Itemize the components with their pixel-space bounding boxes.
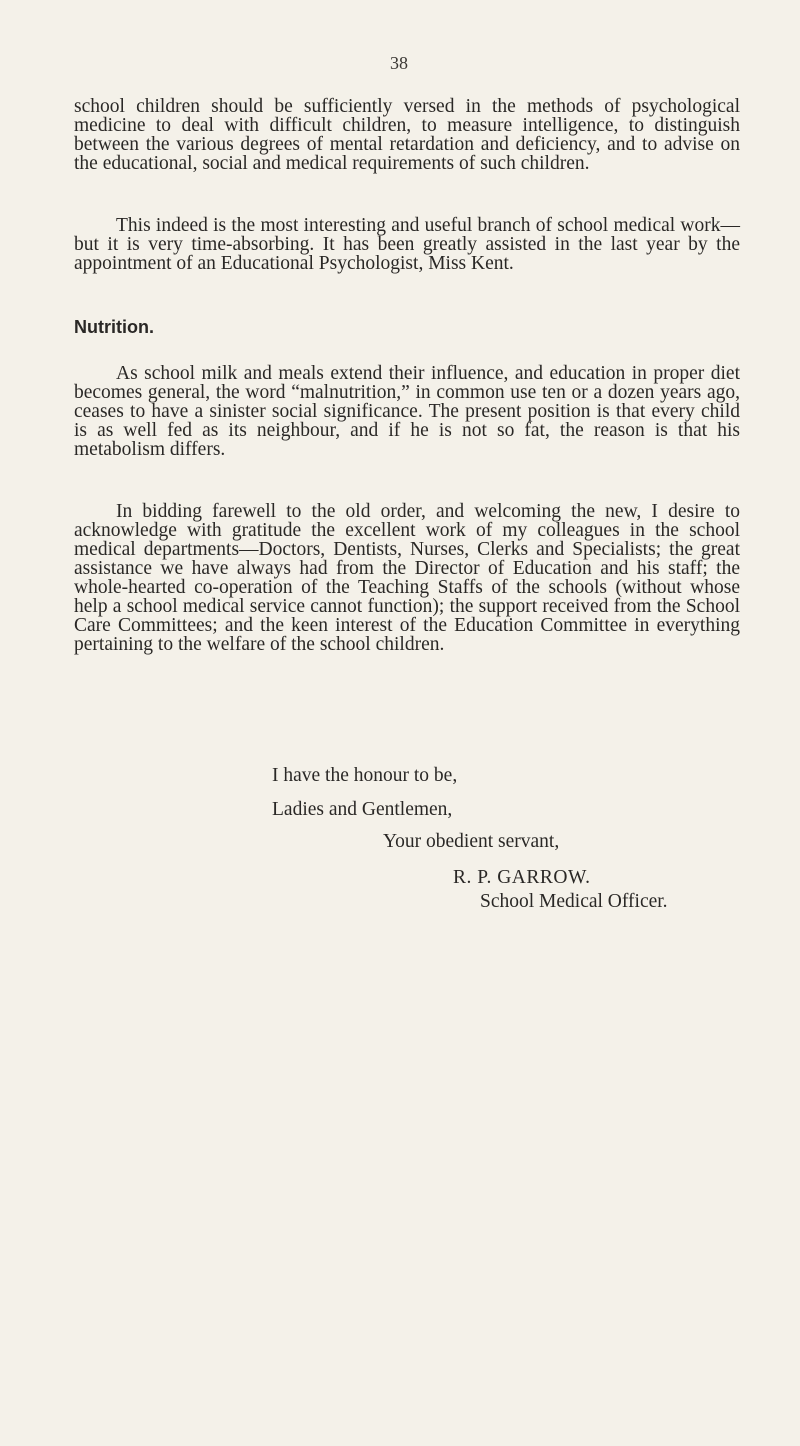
paragraph-educational-psychologist: This indeed is the most interesting and useful branch of school medical work—but it is very time-absorbing. It has been greatly assisted in the last year by the appointment of an Educational Psychologist, Miss Kent.	[74, 215, 740, 274]
closing-salutation: Ladies and Gentlemen,	[272, 799, 453, 820]
section-heading-nutrition: Nutrition.	[74, 317, 154, 337]
closing-honour-line: I have the honour to be,	[272, 765, 458, 786]
closing-servant-line: Your obedient servant,	[383, 831, 560, 852]
page-number: 38	[390, 53, 408, 73]
paragraph-farewell: In bidding farewell to the old order, and welcoming the new, I desire to acknowledge with gratitude the excellent work of my colleagues in the school medical departments—Doctors, Dentists, Nurses, Clerks and Specialists; the great assistance we have always had from the Director of Education and his staff; the whole-hearted co-operation of the Teaching Staffs of the schools (without whose help a school medical service cannot function); the support received from the School Care Committees; and the keen interest of the Education Committee in everything pertaining to the welfare of the school children.	[74, 501, 740, 655]
signature-name: R. P. GARROW.	[453, 867, 591, 888]
paragraph-psychological-medicine: school children should be sufficiently versed in the methods of psychological medicine to deal with difficult children, to measure intelligence, to distinguish between the various degrees of mental retardation and deficiency, and to advise on the educational, social and medical requirements of such children.	[74, 96, 740, 174]
paragraph-malnutrition: As school milk and meals extend their influence, and education in proper diet becomes general, the word “malnutrition,” in common use ten or a dozen years ago, ceases to have a sinister social significance. The present position is that every child is as well fed as its neighbour, and if he is not so fat, the reason is that his metabolism differs.	[74, 363, 740, 460]
signature-title: School Medical Officer.	[480, 891, 668, 912]
